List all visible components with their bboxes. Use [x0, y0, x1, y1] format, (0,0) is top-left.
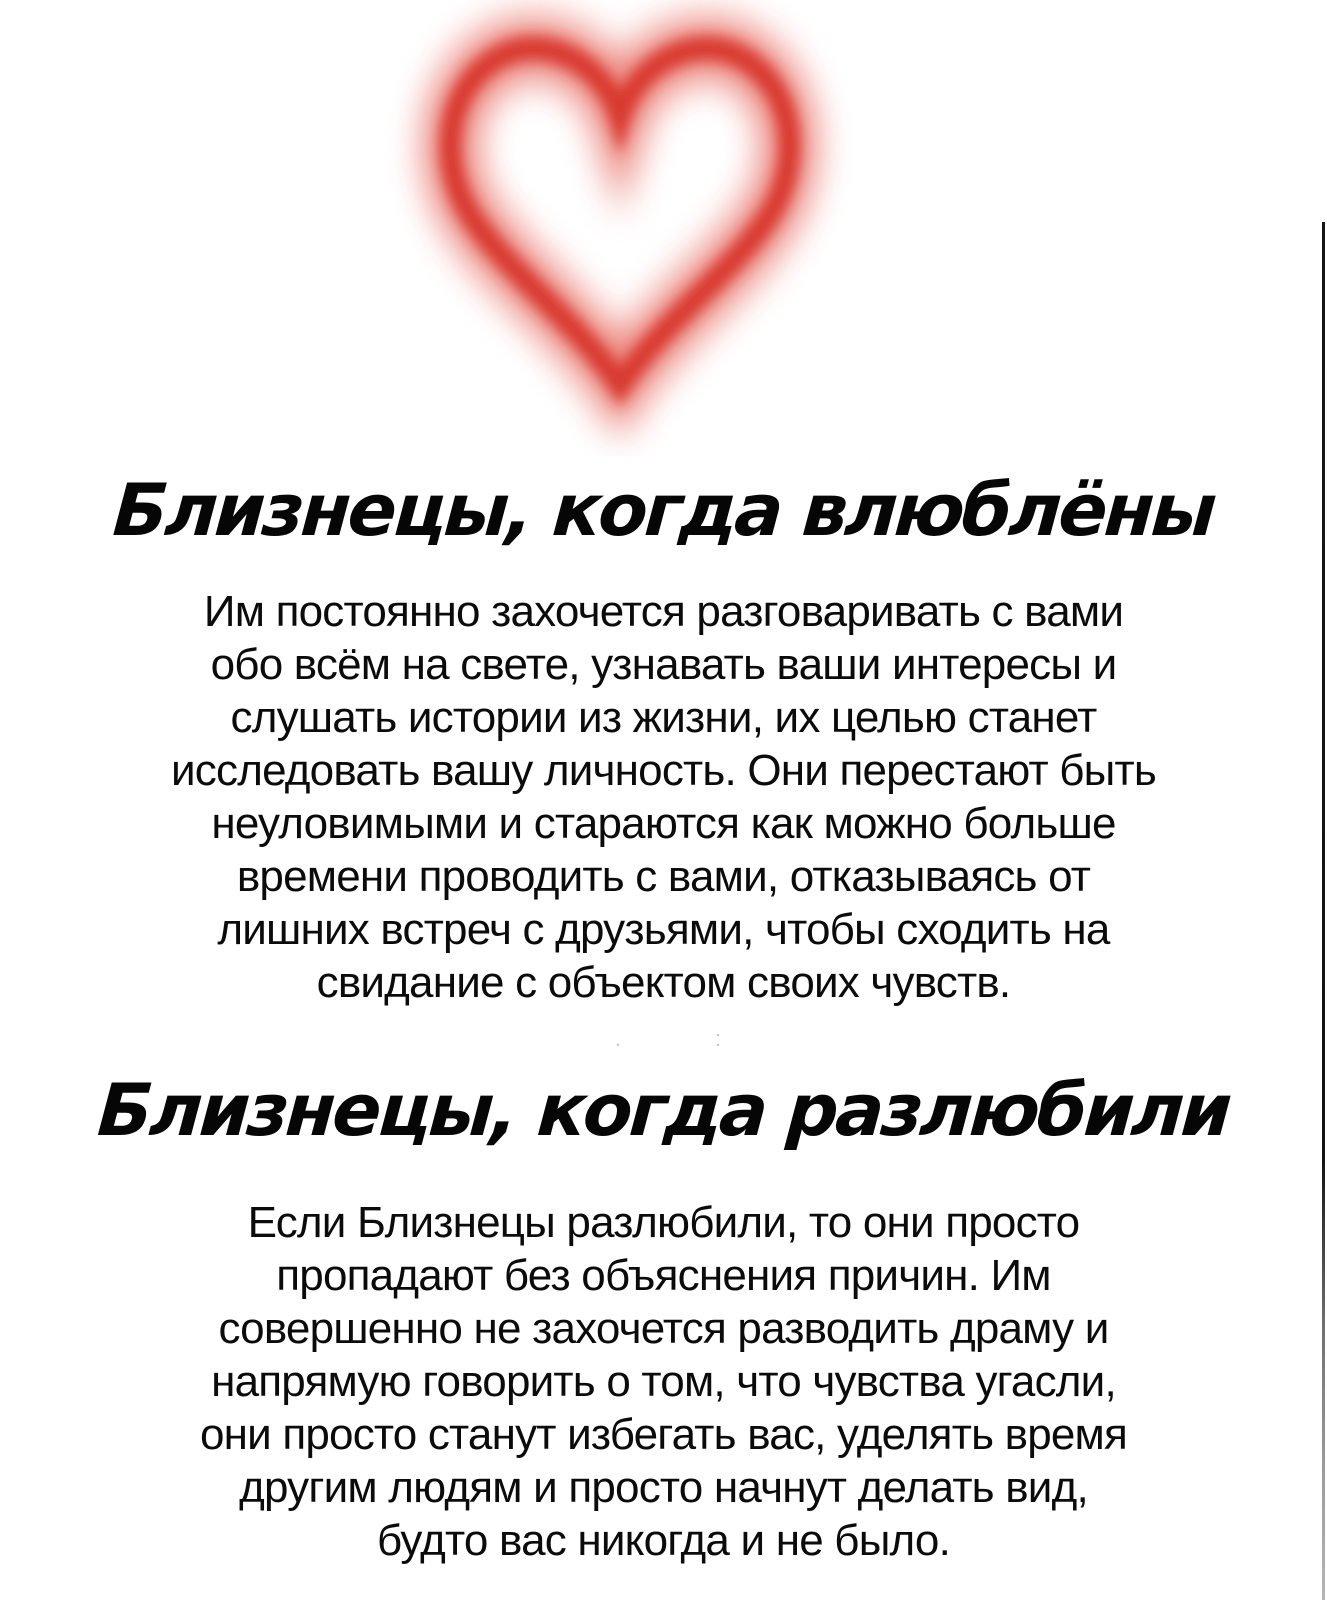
paragraph-line: обо всём на свете, узнавать ваши интересы и [210, 640, 1117, 689]
paragraph-line: исследовать вашу личность. Они перестают быть [171, 746, 1156, 795]
paragraph-line: напрямую говорить о том, что чувства угасли, [211, 1357, 1116, 1406]
paragraph-in-love [0, 585, 1327, 1009]
paragraph-line: совершенно не захочется разводить драму и [218, 1304, 1109, 1353]
faint-artifact-marks: . : [614, 1026, 766, 1051]
paragraph-line: неуловимыми и стараются как можно больше [211, 799, 1116, 848]
paragraph-line: времени проводить с вами, отказываясь от [236, 852, 1091, 901]
paragraph-line: лишних встреч с друзьями, чтобы сходить на [217, 905, 1110, 954]
heart-glow-icon [385, 0, 855, 456]
paragraph-line: они просто станут избегать вас, уделять время [199, 1410, 1128, 1459]
section-heading-out-of-love: Близнецы, когда разлюбили [95, 1068, 1232, 1152]
paragraph-line: пропадают без объяснения причин. Им [276, 1251, 1051, 1300]
paragraph-line: слушать истории из жизни, их целью станет [230, 693, 1097, 742]
paragraph-out-of-love [0, 1196, 1327, 1567]
section-heading-in-love: Близнецы, когда влюблёны [110, 468, 1217, 552]
paragraph-line: Если Близнецы разлюбили, то они просто [247, 1198, 1080, 1247]
paragraph-line: свидание с объектом своих чувств. [316, 958, 1011, 1007]
scan-edge-line [1322, 222, 1325, 1600]
paragraph-line: другим людям и просто начнут делать вид, [239, 1463, 1088, 1512]
paragraph-line: будто вас никогда и не было. [377, 1516, 950, 1565]
paragraph-line: Им постоянно захочется разговаривать с вами [203, 587, 1124, 636]
